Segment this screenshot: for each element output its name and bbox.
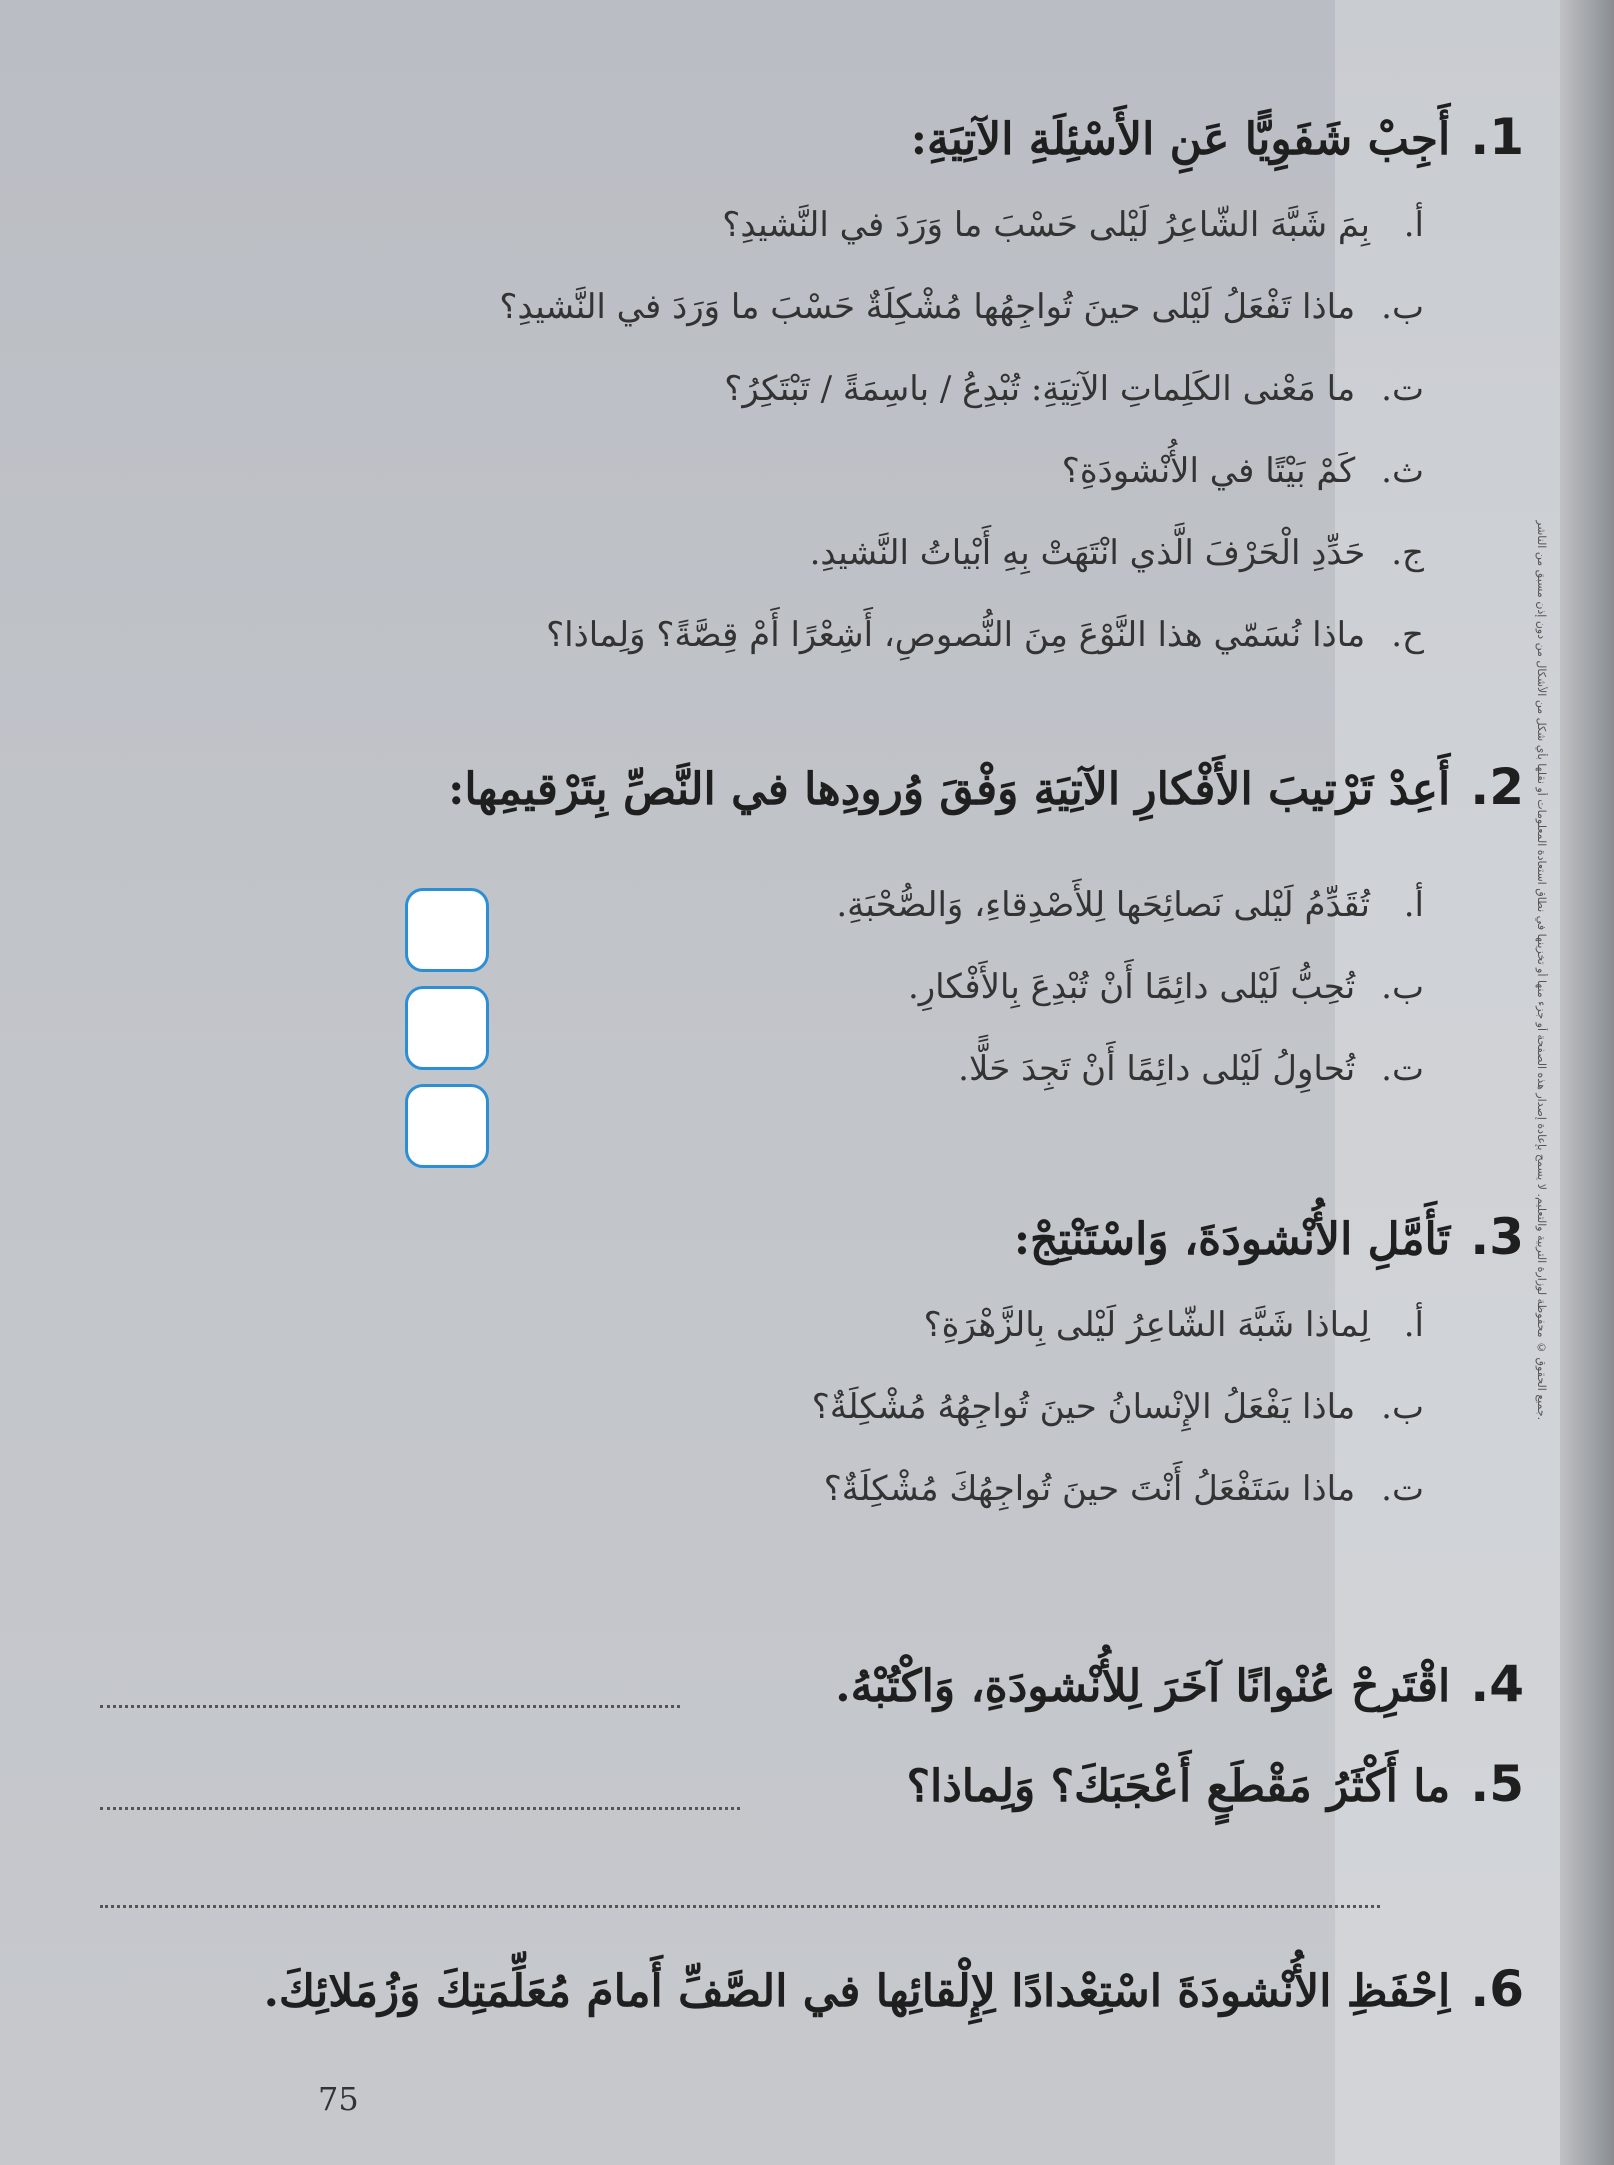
exercise-number: .2	[1470, 758, 1524, 816]
list-item: أ. بِمَ شَبَّهَ الشّاعِرُ لَيْلى حَسْبَ ما وَرَدَ في النَّشيدِ؟	[722, 205, 1424, 245]
order-box-3[interactable]	[405, 1084, 489, 1168]
list-item: ت. ماذا سَتَفْعَلُ أَنْتَ حينَ تُواجِهُكَ مُشْكِلَةٌ؟	[823, 1469, 1424, 1509]
answer-line[interactable]	[100, 1705, 680, 1708]
order-box-2[interactable]	[405, 986, 489, 1070]
book-spine	[1560, 0, 1614, 2165]
exercise-4	[835, 1655, 1524, 1713]
list-item: ت. ما مَعْنى الكَلِماتِ الآتِيَةِ: تُبْدِعُ / باسِمَةً / تَبْتَكِرُ؟	[724, 369, 1424, 409]
list-item: ح. ماذا نُسَمّي هذا النَّوْعَ مِنَ النُّصوصِ، أَشِعْرًا أَمْ قِصَّةً؟ وَلِماذا؟	[546, 615, 1424, 655]
exercise-title: تَأَمَّلِ الأُنْشودَةَ، وَاسْتَنْتِجْ:	[1013, 1214, 1451, 1265]
exercise-title: اِحْفَظِ الأُنْشودَةَ اسْتِعْدادًا لِإِلْقائِها في الصَّفِّ أَمامَ مُعَلِّمَتِكَ وَزُمَلائِكَ.	[263, 1966, 1451, 2017]
list-item: ب. تُحِبُّ لَيْلى دائِمًا أَنْ تُبْدِعَ بِالأَفْكارِ.	[907, 967, 1424, 1007]
exercise-number: .6	[1470, 1960, 1524, 2018]
exercise-2	[448, 758, 1524, 1110]
list-item: أ. تُقَدِّمُ لَيْلى نَصائِحَها لِلأَصْدِقاءِ، وَالصُّحْبَةِ.	[836, 885, 1424, 925]
exercise-title: أَعِدْ تَرْتيبَ الأَفْكارِ الآتِيَةِ وَفْقَ وُرودِها في النَّصِّ بِتَرْقيمِها:	[448, 764, 1451, 815]
list-item: ب. ماذا تَفْعَلُ لَيْلى حينَ تُواجِهُها مُشْكِلَةٌ حَسْبَ ما وَرَدَ في النَّشيدِ؟	[499, 287, 1424, 327]
exercise-number: .3	[1470, 1208, 1524, 1266]
exercise-number: .5	[1470, 1755, 1524, 1813]
copyright-note: جميع الحقوق © محفوظة لوزارة التربية والتعليم. لا يسمح بإعادة إصدار هذه الصفحة أو جزء منها أو تخزينها في نطاق استعادة المعلومات أو نقلها بأي شكل من الأشكال من دون إذن مسبق من الناشر.	[1535, 520, 1548, 1421]
exercise-3	[811, 1208, 1524, 1530]
list-item: أ. لِماذا شَبَّهَ الشّاعِرُ لَيْلى بِالزَّهْرَةِ؟	[923, 1305, 1424, 1345]
exercise-title: أَجِبْ شَفَوِيًّا عَنِ الأَسْئِلَةِ الآتِيَةِ:	[910, 114, 1451, 165]
list-item: ت. تُحاوِلُ لَيْلى دائِمًا أَنْ تَجِدَ حَلًّا.	[958, 1049, 1424, 1089]
order-boxes	[405, 888, 489, 1182]
answer-line[interactable]	[100, 1807, 740, 1810]
exercise-number: .4	[1470, 1655, 1524, 1713]
list-item: ب. ماذا يَفْعَلُ الإِنْسانُ حينَ تُواجِهُهُ مُشْكِلَةٌ؟	[811, 1387, 1424, 1427]
list-item: ج. حَدِّدِ الْحَرْفَ الَّذي انْتَهَتْ بِهِ أَبْياتُ النَّشيدِ.	[809, 533, 1424, 573]
list-item: ث. كَمْ بَيْتًا في الأُنْشودَةِ؟	[1061, 451, 1424, 491]
exercise-5	[906, 1755, 1524, 1813]
page-number: 75	[318, 2080, 359, 2118]
exercise-6	[263, 1960, 1524, 2018]
exercise-title: ما أَكْثَرُ مَقْطَعٍ أَعْجَبَكَ؟ وَلِماذا؟	[906, 1761, 1451, 1812]
exercise-number: .1	[1470, 108, 1524, 166]
exercise-title: اقْتَرِحْ عُنْوانًا آخَرَ لِلأُنْشودَةِ، وَاكْتُبْهُ.	[835, 1661, 1451, 1712]
exercise-1	[499, 108, 1524, 676]
order-box-1[interactable]	[405, 888, 489, 972]
answer-line[interactable]	[100, 1905, 1380, 1908]
